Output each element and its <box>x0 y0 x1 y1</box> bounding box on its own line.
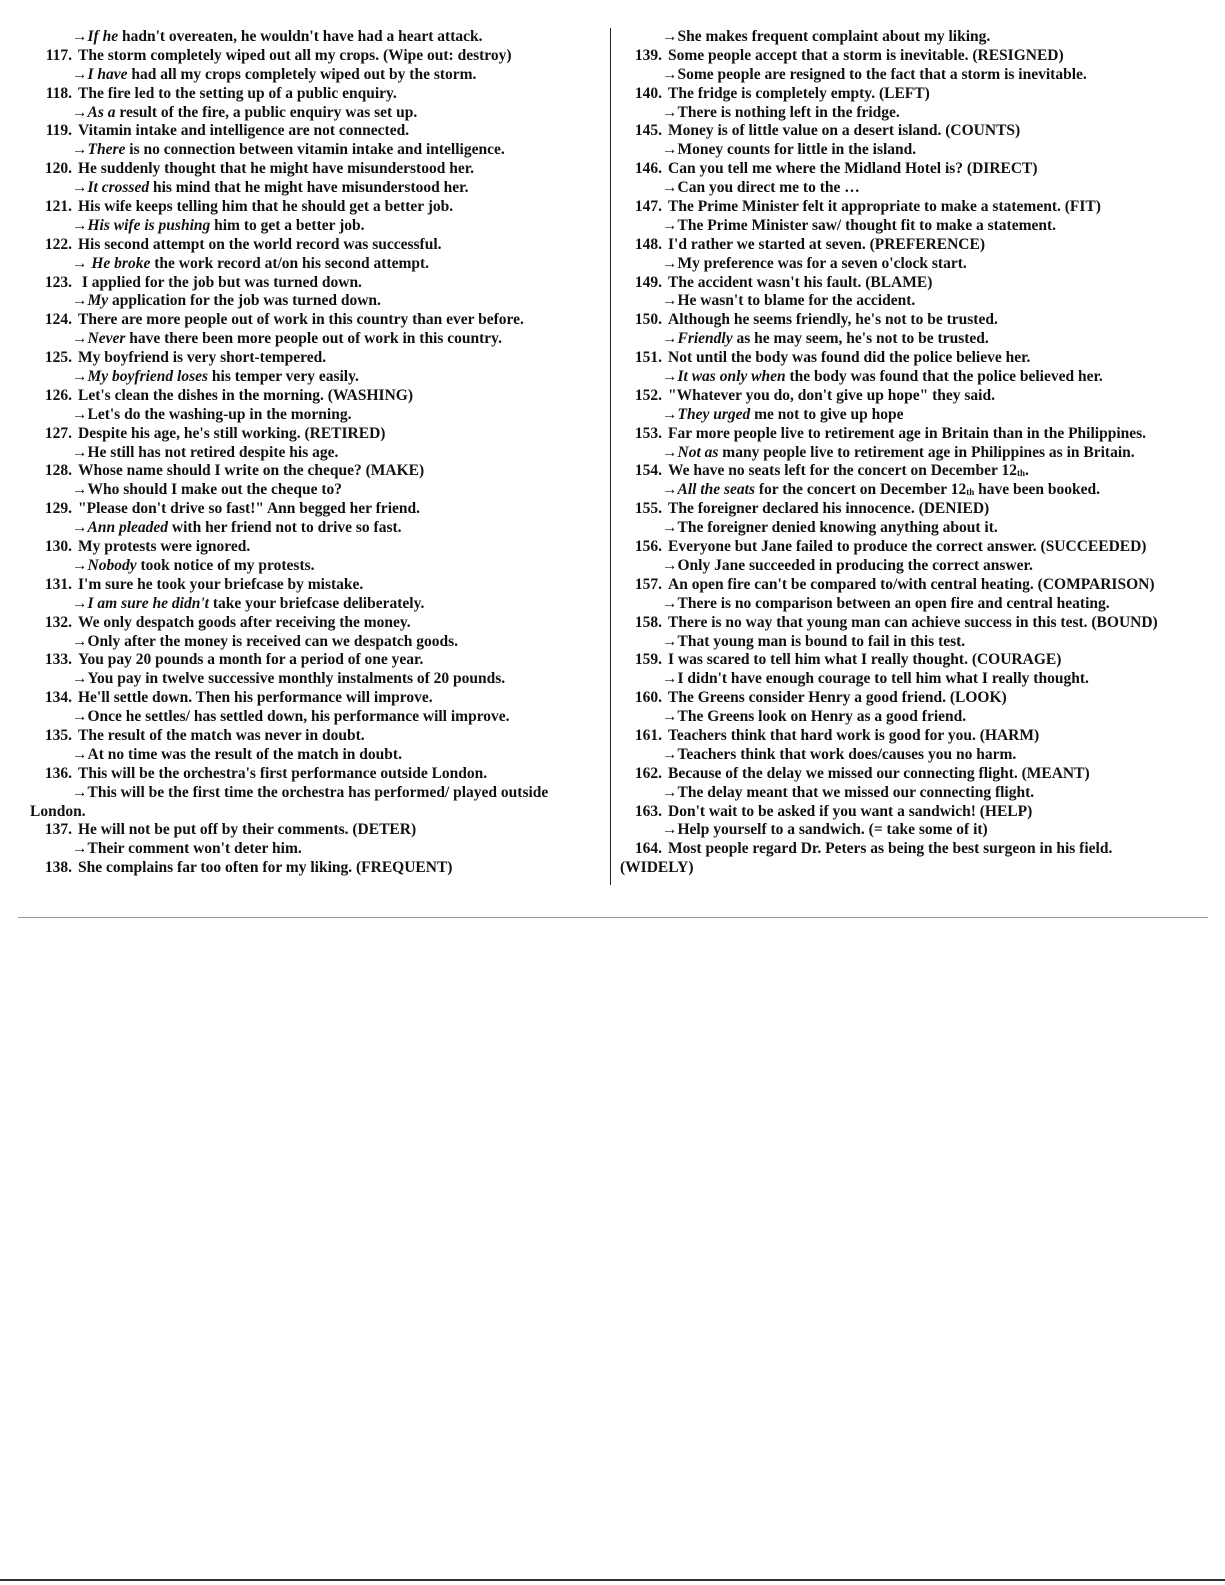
question-line <box>620 387 1200 406</box>
arrow-icon: → <box>72 783 88 801</box>
question-text: Everyone but Jane failed to produce the correct answer. (SUCCEEDED) <box>668 538 1147 556</box>
answer-key-phrase: My boyfriend loses <box>87 368 209 386</box>
answer-line <box>620 481 1200 500</box>
answer-text: Money counts for little in the island. <box>677 141 917 159</box>
answer-text: for the concert on December 12 <box>755 481 967 499</box>
question-number: 152. <box>634 386 662 404</box>
answer-text: is no connection between vitamin intake and intelligence. <box>125 141 505 159</box>
question-number: 139. <box>634 46 662 64</box>
answer-text: The foreigner denied knowing anything about it. <box>677 519 998 537</box>
question-number: 162. <box>634 764 662 782</box>
answer-line <box>30 330 600 349</box>
question-text: Don't wait to be asked if you want a sandwich! (HELP) <box>668 802 1033 820</box>
question-number: 138. <box>44 859 72 877</box>
answer-text: as he may seem, he's not to be trusted. <box>732 330 989 348</box>
answer-line <box>620 595 1200 614</box>
continuation-line: London. <box>30 802 86 820</box>
question-text: Teachers think that hard work is good for you. (HARM) <box>668 726 1040 744</box>
question-number: 150. <box>634 311 662 329</box>
answer-text: his temper very easily. <box>208 368 359 386</box>
answer-text: Some people are resigned to the fact that a storm is inevitable. <box>677 65 1087 83</box>
arrow-icon: → <box>662 821 678 839</box>
answer-text: The delay meant that we missed our connecting flight. <box>677 783 1035 801</box>
answer-line <box>620 292 1200 311</box>
answer-line <box>30 217 600 236</box>
question-number: 124. <box>44 311 72 329</box>
arrow-icon: → <box>72 556 88 574</box>
question-text: She complains far too often for my liking. (FREQUENT) <box>78 859 453 877</box>
answer-line <box>30 179 600 198</box>
answer-text: You pay in twelve successive monthly instalments of 20 pounds. <box>87 670 506 688</box>
answer-line <box>620 633 1200 652</box>
arrow-icon: → <box>662 481 678 499</box>
question-text: He suddenly thought that he might have misunderstood her. <box>78 160 475 178</box>
question-text: Vitamin intake and intelligence are not connected. <box>78 122 410 140</box>
answer-text: Who should I make out the cheque to? <box>87 481 342 499</box>
answer-text: me not to give up hope <box>750 405 904 423</box>
question-line <box>620 614 1200 633</box>
question-line <box>620 122 1200 141</box>
arrow-icon: → <box>72 443 88 461</box>
question-line <box>620 198 1200 217</box>
arrow-icon: → <box>72 179 88 197</box>
answer-key-phrase: I am sure he didn't <box>87 594 209 612</box>
question-text: I'd rather we started at seven. (PREFERENCE) <box>668 235 985 253</box>
answer-text: Let's do the washing-up in the morning. <box>87 405 352 423</box>
question-text: Let's clean the dishes in the morning. (WASHING) <box>78 386 413 404</box>
question-number: 136. <box>44 764 72 782</box>
question-number: 147. <box>634 198 662 216</box>
arrow-icon: → <box>662 632 678 650</box>
question-line <box>30 160 600 179</box>
answer-line <box>30 708 600 727</box>
answer-text: have there been more people out of work in this country. <box>125 330 502 348</box>
answer-key-phrase: As a <box>87 103 116 121</box>
question-number: 148. <box>634 235 662 253</box>
answer-line <box>30 595 600 614</box>
arrow-icon: → <box>72 708 88 726</box>
answer-key-phrase: It was only when <box>677 368 786 386</box>
answer-line <box>30 840 600 859</box>
answer-line <box>30 28 600 47</box>
question-text: "Whatever you do, don't give up hope" they said. <box>668 386 995 404</box>
answer-text: That young man is bound to fail in this test. <box>677 632 966 650</box>
arrow-icon: → <box>662 745 678 763</box>
question-line <box>620 689 1200 708</box>
question-line <box>30 538 600 557</box>
answer-line <box>620 708 1200 727</box>
arrow-icon: → <box>662 28 678 45</box>
question-text: Some people accept that a storm is inevitable. (RESIGNED) <box>668 46 1064 64</box>
answer-line <box>30 784 600 803</box>
arrow-icon: → <box>662 254 678 272</box>
question-number: 164. <box>634 840 662 858</box>
question-number: 161. <box>634 726 662 744</box>
answer-key-phrase: His wife is pushing <box>87 216 211 234</box>
right-column <box>620 28 1200 878</box>
question-number: 158. <box>634 613 662 631</box>
answer-text: Once he settles/ has settled down, his performance will improve. <box>87 708 510 726</box>
arrow-icon: → <box>72 65 88 83</box>
answer-text: took notice of my protests. <box>136 556 315 574</box>
answer-line <box>30 368 600 387</box>
arrow-icon: → <box>662 594 678 612</box>
arrow-icon: → <box>662 708 678 726</box>
answer-text: many people live to retirement age in Philippines as in Britain. <box>718 443 1135 461</box>
answer-line <box>30 444 600 463</box>
question-number: 156. <box>634 538 662 556</box>
question-line <box>620 236 1200 255</box>
question-line <box>30 47 600 66</box>
question-line <box>30 122 600 141</box>
question-number: 160. <box>634 689 662 707</box>
question-number: 119. <box>45 122 72 140</box>
question-line <box>30 349 600 368</box>
question-number: 135. <box>44 726 72 744</box>
question-line <box>30 821 600 840</box>
arrow-icon: → <box>662 141 678 159</box>
question-number: 117. <box>45 46 72 64</box>
question-text: Although he seems friendly, he's not to be trusted. <box>668 311 998 329</box>
answer-line <box>620 28 1200 47</box>
question-number: 120. <box>44 160 72 178</box>
question-text: His second attempt on the world record was successful. <box>78 235 442 253</box>
answer-line <box>620 746 1200 765</box>
question-text: The foreigner declared his innocence. (DENIED) <box>668 500 990 518</box>
arrow-icon: → <box>72 103 88 121</box>
answer-line <box>30 670 600 689</box>
question-line <box>620 765 1200 784</box>
question-line <box>30 274 600 293</box>
question-line <box>620 538 1200 557</box>
answer-key-phrase: Friendly <box>677 330 733 348</box>
question-line <box>30 765 600 784</box>
arrow-icon: → <box>662 330 678 348</box>
question-text: Not until the body was found did the police believe her. <box>668 349 1031 367</box>
bottom-border <box>0 1579 1225 1581</box>
answer-line <box>30 255 600 274</box>
question-line <box>620 462 1200 481</box>
question-line <box>620 160 1200 179</box>
answer-key-phrase: He broke <box>91 254 151 272</box>
question-line <box>620 425 1200 444</box>
question-text: My protests were ignored. <box>78 538 251 556</box>
question-number: 134. <box>44 689 72 707</box>
answer-text: Their comment won't deter him. <box>87 840 302 858</box>
question-number: 155. <box>634 500 662 518</box>
superscript: th <box>1016 468 1025 479</box>
question-text: He'll settle down. Then his performance will improve. <box>78 689 433 707</box>
answer-text: There is nothing left in the fridge. <box>677 103 900 121</box>
answer-text: My preference was for a seven o'clock start. <box>677 254 967 272</box>
question-text: I was scared to tell him what I really thought. (COURAGE) <box>668 651 1062 669</box>
arrow-icon: → <box>662 103 678 121</box>
question-text: An open fire can't be compared to/with central heating. (COMPARISON) <box>668 575 1155 593</box>
question-number: 153. <box>634 424 662 442</box>
arrow-icon: → <box>72 330 88 348</box>
question-line <box>620 274 1200 293</box>
question-text: Can you tell me where the Midland Hotel is? (DIRECT) <box>668 160 1038 178</box>
question-number: 128. <box>44 462 72 480</box>
answer-line <box>30 66 600 85</box>
question-line <box>30 236 600 255</box>
question-number: 149. <box>634 273 662 291</box>
question-line <box>620 311 1200 330</box>
question-text: You pay 20 pounds a month for a period of one year. <box>78 651 424 669</box>
answer-text: with her friend not to drive so fast. <box>168 519 402 537</box>
arrow-icon: → <box>72 254 92 272</box>
question-text: My boyfriend is very short-tempered. <box>78 349 327 367</box>
question-number: 126. <box>44 386 72 404</box>
answer-line <box>620 821 1200 840</box>
answer-line <box>620 330 1200 349</box>
answer-line <box>620 217 1200 236</box>
arrow-icon: → <box>72 840 88 858</box>
arrow-icon: → <box>662 292 678 310</box>
arrow-icon: → <box>72 368 88 386</box>
answer-text: He wasn't to blame for the accident. <box>677 292 916 310</box>
arrow-icon: → <box>72 519 88 537</box>
answer-text: The Greens look on Henry as a good friend. <box>677 708 967 726</box>
answer-text: Only after the money is received can we despatch goods. <box>87 632 459 650</box>
question-line <box>620 651 1200 670</box>
question-line <box>620 349 1200 368</box>
arrow-icon: → <box>72 141 88 159</box>
answer-line <box>30 746 600 765</box>
question-text: There are more people out of work in this country than ever before. <box>78 311 524 329</box>
question-line <box>620 727 1200 746</box>
question-line <box>30 387 600 406</box>
question-number: 125. <box>44 349 72 367</box>
arrow-icon: → <box>662 368 678 386</box>
question-text: The fire led to the setting up of a public enquiry. <box>78 84 397 102</box>
column-divider <box>610 28 611 885</box>
answer-text: There is no comparison between an open fire and central heating. <box>677 594 1110 612</box>
question-text: Despite his age, he's still working. (RETIRED) <box>78 424 386 442</box>
question-text: His wife keeps telling him that he should get a better job. <box>78 198 454 216</box>
answer-text: At no time was the result of the match in doubt. <box>87 745 402 763</box>
answer-text: result of the fire, a public enquiry was set up. <box>115 103 418 121</box>
answer-line <box>30 141 600 160</box>
answer-text: The Prime Minister saw/ thought fit to make a statement. <box>677 216 1057 234</box>
question-text: This will be the orchestra's first performance outside London. <box>78 764 488 782</box>
answer-line <box>30 557 600 576</box>
answer-line <box>620 66 1200 85</box>
answer-key-phrase: I have <box>87 65 128 83</box>
question-number: 163. <box>634 802 662 820</box>
answer-text: the work record at/on his second attempt. <box>150 254 430 272</box>
arrow-icon: → <box>662 405 678 423</box>
question-text: The fridge is completely empty. (LEFT) <box>668 84 930 102</box>
answer-key-phrase: Never <box>87 330 126 348</box>
answer-key-phrase: Nobody <box>87 556 137 574</box>
left-column <box>30 28 600 878</box>
answer-line <box>620 406 1200 425</box>
question-line <box>30 614 600 633</box>
answer-line <box>30 292 600 311</box>
answer-line <box>30 519 600 538</box>
question-line <box>30 85 600 104</box>
question-text: Most people regard Dr. Peters as being the best surgeon in his field. <box>668 840 1113 858</box>
question-tail: . <box>1024 462 1029 480</box>
question-number: 146. <box>634 160 662 178</box>
answer-line <box>620 784 1200 803</box>
answer-key-phrase: Ann pleaded <box>87 519 169 537</box>
question-number: 131. <box>44 575 72 593</box>
question-text: The result of the match was never in doubt. <box>78 726 365 744</box>
arrow-icon: → <box>662 443 678 461</box>
arrow-icon: → <box>72 632 88 650</box>
answer-key-phrase: There <box>87 141 126 159</box>
arrow-icon: → <box>72 670 88 688</box>
question-number: 127. <box>44 424 72 442</box>
question-line <box>30 859 600 878</box>
answer-text: him to get a better job. <box>210 216 365 234</box>
arrow-icon: → <box>72 292 88 310</box>
answer-text: application for the job was turned down. <box>108 292 381 310</box>
question-line <box>620 47 1200 66</box>
answer-text: hadn't overeaten, he wouldn't have had a heart attack. <box>118 28 483 45</box>
question-number: 159. <box>634 651 662 669</box>
answer-text: I didn't have enough courage to tell him what I really thought. <box>677 670 1089 688</box>
question-text: There is no way that young man can achieve success in this test. (BOUND) <box>668 613 1158 631</box>
arrow-icon: → <box>72 216 88 234</box>
answer-line <box>620 255 1200 274</box>
answer-key-phrase: If he <box>87 28 119 45</box>
answer-line <box>620 179 1200 198</box>
question-line <box>30 311 600 330</box>
question-number: 137. <box>44 821 72 839</box>
answer-line <box>620 368 1200 387</box>
question-text: Because of the delay we missed our connecting flight. (MEANT) <box>668 764 1090 782</box>
question-line <box>30 462 600 481</box>
question-line <box>30 727 600 746</box>
answer-key-phrase: It crossed <box>87 179 150 197</box>
arrow-icon: → <box>662 179 678 197</box>
question-number: 121. <box>44 198 72 216</box>
question-text: I'm sure he took your briefcase by mistake. <box>78 575 364 593</box>
arrow-icon: → <box>72 481 88 499</box>
answer-text: Can you direct me to the … <box>677 179 860 197</box>
answer-tail: have been booked. <box>974 481 1100 499</box>
arrow-icon: → <box>72 28 88 45</box>
answer-line <box>620 519 1200 538</box>
horizontal-rule <box>18 917 1208 918</box>
question-number: 129. <box>44 500 72 518</box>
arrow-icon: → <box>72 405 88 423</box>
arrow-icon: → <box>72 594 88 612</box>
question-text: "Please don't drive so fast!" Ann begged her friend. <box>78 500 420 518</box>
question-line <box>620 803 1200 822</box>
answer-text: take your briefcase deliberately. <box>208 594 425 612</box>
answer-text: the body was found that the police believed her. <box>785 368 1103 386</box>
answer-line <box>620 141 1200 160</box>
question-line <box>620 576 1200 595</box>
question-line <box>30 500 600 519</box>
question-number: 145. <box>634 122 662 140</box>
answer-text: This will be the first time the orchestra has performed/ played outside <box>87 783 549 801</box>
question-number: 132. <box>44 613 72 631</box>
question-number: 140. <box>634 84 662 102</box>
answer-text: Only Jane succeeded in producing the correct answer. <box>677 556 1033 574</box>
question-text: The storm completely wiped out all my crops. (Wipe out: destroy) <box>78 46 512 64</box>
question-number: 130. <box>44 538 72 556</box>
answer-line <box>620 670 1200 689</box>
arrow-icon: → <box>662 556 678 574</box>
question-text: Far more people live to retirement age in Britain than in the Philippines. <box>668 424 1147 442</box>
answer-line <box>620 104 1200 123</box>
answer-text: Teachers think that work does/causes you no harm. <box>677 745 1017 763</box>
question-text: The Greens consider Henry a good friend. (LOOK) <box>668 689 1007 707</box>
answer-text: his mind that he might have misunderstood her. <box>149 179 469 197</box>
question-line <box>30 576 600 595</box>
answer-line <box>620 444 1200 463</box>
superscript: th <box>966 487 975 498</box>
answer-text: had all my crops completely wiped out by the storm. <box>127 65 477 83</box>
question-line <box>30 651 600 670</box>
answer-key-phrase: Not as <box>677 443 719 461</box>
question-number: 123. <box>44 273 72 291</box>
arrow-icon: → <box>662 783 678 801</box>
question-text: Whose name should I write on the cheque? (MAKE) <box>78 462 425 480</box>
answer-text: He still has not retired despite his age. <box>87 443 339 461</box>
question-number: 122. <box>44 235 72 253</box>
question-line <box>620 500 1200 519</box>
arrow-icon: → <box>662 670 678 688</box>
answer-key-phrase: My <box>87 292 109 310</box>
answer-line <box>620 557 1200 576</box>
question-line <box>30 425 600 444</box>
answer-text: She makes frequent complaint about my liking. <box>677 28 991 45</box>
question-text: Money is of little value on a desert island. (COUNTS) <box>668 122 1021 140</box>
question-text: We have no seats left for the concert on December 12 <box>668 462 1017 480</box>
question-line <box>30 198 600 217</box>
answer-key-phrase: All the seats <box>677 481 756 499</box>
arrow-icon: → <box>662 216 678 234</box>
answer-line <box>30 633 600 652</box>
question-number: 157. <box>634 575 662 593</box>
answer-text: Help yourself to a sandwich. (= take some of it) <box>677 821 988 839</box>
question-line <box>30 689 600 708</box>
question-text: The Prime Minister felt it appropriate to make a statement. (FIT) <box>668 198 1101 216</box>
question-text: He will not be put off by their comments. (DETER) <box>78 821 417 839</box>
question-line <box>620 85 1200 104</box>
continuation-line: (WIDELY) <box>620 859 694 877</box>
answer-line <box>30 406 600 425</box>
arrow-icon: → <box>662 65 678 83</box>
arrow-icon: → <box>662 519 678 537</box>
question-text: We only despatch goods after receiving the money. <box>78 613 411 631</box>
question-line <box>620 840 1200 859</box>
question-text: I applied for the job but was turned down. <box>78 273 362 291</box>
answer-line <box>30 481 600 500</box>
arrow-icon: → <box>72 745 88 763</box>
question-text: The accident wasn't his fault. (BLAME) <box>668 273 933 291</box>
question-number: 118. <box>45 84 72 102</box>
answer-key-phrase: They urged <box>677 405 751 423</box>
question-number: 154. <box>634 462 662 480</box>
question-number: 151. <box>634 349 662 367</box>
answer-line <box>30 104 600 123</box>
question-number: 133. <box>44 651 72 669</box>
